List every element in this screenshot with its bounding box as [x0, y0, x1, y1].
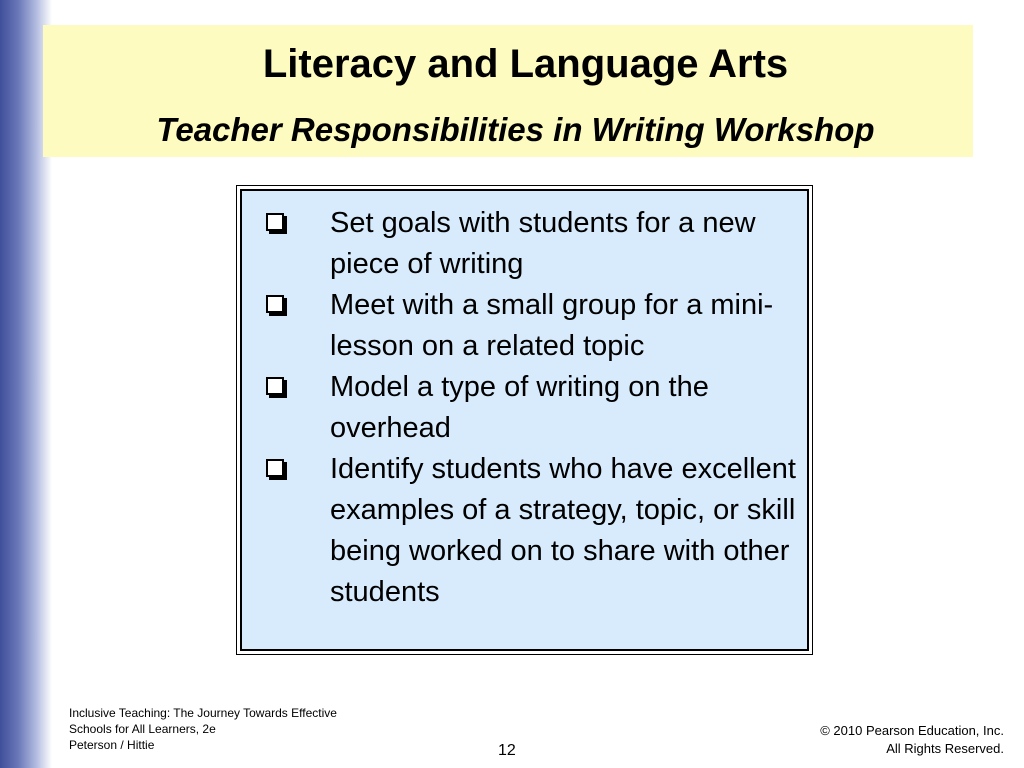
slide-subtitle: Teacher Responsibilities in Writing Workshop	[156, 111, 875, 148]
bullet-text: Meet with a small group for a mini-lesson on a related topic	[330, 289, 774, 362]
footer-copyright	[820, 722, 1004, 758]
hollow-square-icon	[266, 295, 284, 313]
bullet-list	[264, 203, 797, 613]
bullet-item	[264, 449, 797, 613]
footer-citation	[69, 705, 337, 753]
bullet-item	[264, 203, 797, 285]
content-panel	[236, 185, 813, 655]
hollow-square-icon	[266, 213, 284, 231]
bullet-text: Model a type of writing on the overhead	[330, 371, 709, 444]
rights-line: All Rights Reserved.	[886, 741, 1004, 756]
slide-title: Literacy and Language Arts	[262, 42, 789, 86]
bullet-text: Set goals with students for a new piece of writing	[330, 207, 756, 280]
footer-citation-line: Schools for All Learners, 2e	[69, 722, 216, 736]
title-banner	[43, 25, 973, 157]
bullet-item	[264, 367, 797, 449]
footer-citation-line: Inclusive Teaching: The Journey Towards Effective	[69, 706, 337, 720]
copyright-line: © 2010 Pearson Education, Inc.	[820, 723, 1004, 738]
hollow-square-icon	[266, 459, 284, 477]
hollow-square-icon	[266, 377, 284, 395]
bullet-item	[264, 285, 797, 367]
footer-citation-line: Peterson / Hittie	[69, 738, 155, 752]
content-panel-inner	[240, 189, 809, 651]
page-number: 12	[498, 742, 516, 759]
bullet-text: Identify students who have excellent examples of a strategy, topic, or skill being worked on to share with other students	[330, 453, 796, 608]
